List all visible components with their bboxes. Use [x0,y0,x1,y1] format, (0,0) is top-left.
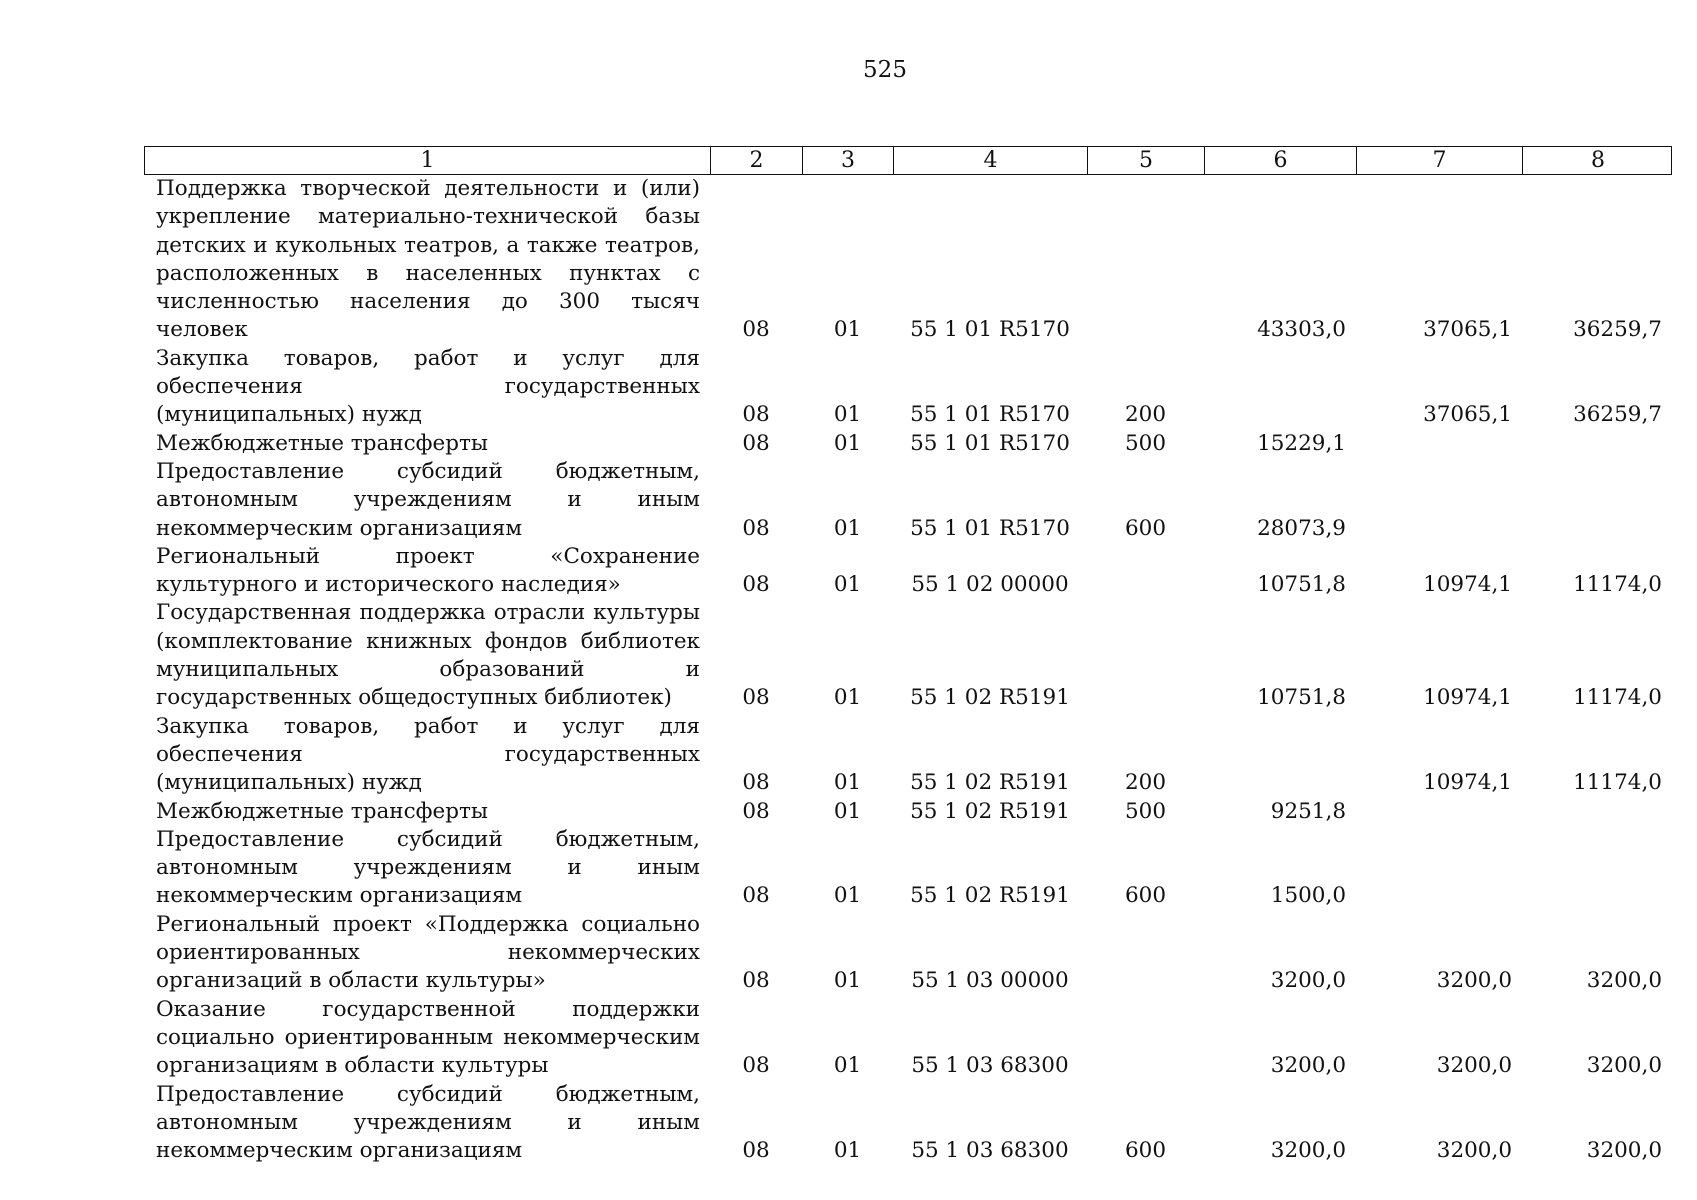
table-row [144,826,1672,911]
amount-column-8: 36259,7 [1573,402,1662,428]
column-header-6: 6 [1205,147,1357,174]
target-article-code: 55 1 02 R5191 [910,770,1070,796]
amount-column-8: 3200,0 [1586,1053,1662,1079]
target-article-code: 55 1 03 00000 [911,968,1069,994]
row-description: Поддержка творческой деятельности и (или) укрепление материально-технической базы детских и кукольных театров, а также театров, расположенных в населенных пунктах с численностью населения до 300 тысяч человек [156,176,700,343]
expense-type-code: 600 [1124,1138,1167,1164]
amount-column-7: 3200,0 [1436,1138,1512,1164]
expense-type-code: 600 [1124,515,1167,541]
subsection-code: 01 [833,968,862,994]
amount-column-6: 9251,8 [1270,798,1346,824]
row-description: Закупка товаров, работ и услуг для обеспечения государственных (муниципальных) нужд [156,345,700,428]
amount-column-6: 3200,0 [1270,1138,1346,1164]
expense-type-code: 200 [1124,402,1167,428]
subsection-code: 01 [833,402,862,428]
table-row [144,430,1672,458]
table-row [144,345,1672,430]
subsection-code: 01 [833,883,862,909]
expense-type-code: 500 [1124,798,1167,824]
section-code: 08 [742,798,770,824]
amount-column-8: 11174,0 [1573,572,1662,598]
table-row [144,543,1672,600]
expense-type-code: 600 [1124,883,1167,909]
row-description: Оказание государственной поддержки социально ориентированным некоммерческим организациям в области культуры [156,996,700,1079]
column-header-1: 1 [145,147,711,174]
column-header-4: 4 [894,147,1088,174]
expense-type-code: 500 [1124,430,1167,456]
section-code: 08 [742,402,770,428]
amount-column-7: 10974,1 [1423,770,1512,796]
section-code: 08 [742,685,770,711]
amount-column-8: 3200,0 [1586,1138,1662,1164]
section-code: 08 [742,1053,770,1079]
amount-column-7: 10974,1 [1423,572,1512,598]
amount-column-8: 11174,0 [1573,685,1662,711]
column-header-8: 8 [1591,148,1605,173]
row-description: Предоставление субсидий бюджетным, автономным учреждениям и иным некоммерческим организациям [156,826,700,909]
column-header-3: 3 [803,147,894,174]
row-description: Государственная поддержка отрасли культуры (комплектование книжных фондов библиотек муниципальных образований и государственных общедоступных библиотек) [156,600,700,711]
amount-column-6: 3200,0 [1270,968,1346,994]
amount-column-8: 36259,7 [1573,317,1662,343]
amount-column-7: 3200,0 [1436,968,1512,994]
target-article-code: 55 1 01 R5170 [910,430,1070,456]
target-article-code: 55 1 03 68300 [911,1053,1069,1079]
section-code: 08 [742,883,770,909]
table-row [144,996,1672,1081]
amount-column-8: 11174,0 [1573,770,1662,796]
section-code: 08 [742,770,770,796]
table-row [144,1081,1672,1166]
page-number: 525 [863,57,907,83]
target-article-code: 55 1 01 R5170 [910,515,1070,541]
subsection-code: 01 [833,770,862,796]
amount-column-6: 43303,0 [1257,317,1346,343]
table-header [144,146,1672,175]
amount-column-6: 10751,8 [1257,572,1346,598]
table-row [144,599,1672,712]
row-description: Межбюджетные трансферты [156,430,488,456]
row-description: Закупка товаров, работ и услуг для обеспечения государственных (муниципальных) нужд [156,713,700,796]
subsection-code: 01 [833,572,862,598]
amount-column-8: 3200,0 [1586,968,1662,994]
row-description: Предоставление субсидий бюджетным, автономным учреждениям и иным некоммерческим организациям [156,1081,700,1164]
subsection-code: 01 [833,1053,862,1079]
target-article-code: 55 1 01 R5170 [910,402,1070,428]
row-description: Межбюджетные трансферты [156,798,488,824]
target-article-code: 55 1 02 00000 [911,572,1069,598]
section-code: 08 [742,572,770,598]
amount-column-6: 3200,0 [1270,1053,1346,1079]
column-header-7: 7 [1357,147,1523,174]
subsection-code: 01 [833,1138,862,1164]
table-row [144,175,1672,345]
amount-column-7: 37065,1 [1423,402,1512,428]
column-header-5: 5 [1088,147,1205,174]
row-description: Региональный проект «Сохранение культурного и исторического наследия» [156,543,700,598]
amount-column-6: 10751,8 [1257,685,1346,711]
table-row [144,911,1672,996]
table-row [144,713,1672,798]
amount-column-6: 1500,0 [1270,883,1346,909]
section-code: 08 [742,430,770,456]
table-row [144,798,1672,826]
amount-column-7: 3200,0 [1436,1053,1512,1079]
subsection-code: 01 [833,317,862,343]
target-article-code: 55 1 02 R5191 [910,798,1070,824]
section-code: 08 [742,968,770,994]
subsection-code: 01 [833,515,862,541]
table-row [144,458,1672,543]
row-description: Региональный проект «Поддержка социально ориентированных некоммерческих организаций в области культуры» [156,911,700,994]
subsection-code: 01 [833,430,862,456]
column-header-2: 2 [711,147,803,174]
subsection-code: 01 [833,685,862,711]
amount-column-6: 28073,9 [1257,515,1346,541]
amount-column-6: 15229,1 [1257,430,1346,456]
expense-type-code: 200 [1124,770,1167,796]
amount-column-7: 10974,1 [1423,685,1512,711]
target-article-code: 55 1 03 68300 [911,1138,1069,1164]
target-article-code: 55 1 01 R5170 [910,317,1070,343]
section-code: 08 [742,515,770,541]
amount-column-7: 37065,1 [1423,317,1512,343]
target-article-code: 55 1 02 R5191 [910,685,1070,711]
row-description: Предоставление субсидий бюджетным, автономным учреждениям и иным некоммерческим организациям [156,458,700,541]
table-body [144,175,1672,1165]
section-code: 08 [742,317,770,343]
subsection-code: 01 [833,798,862,824]
target-article-code: 55 1 02 R5191 [910,883,1070,909]
section-code: 08 [742,1138,770,1164]
